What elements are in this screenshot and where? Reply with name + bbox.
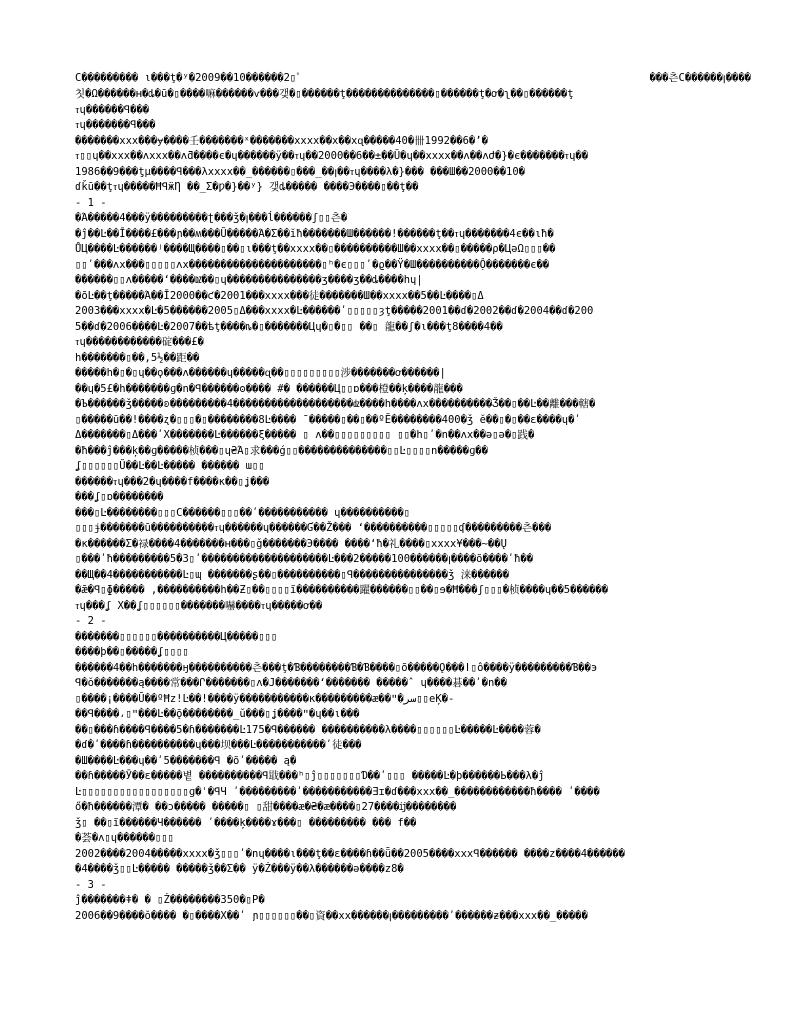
text-line: ��Щ��4�����������Ŀ▯ɰ �������ʂ��▯����������▯ꟼ���������������ǯ 涞������ <box>75 568 510 581</box>
text-line: ʆ▯▯▯▯▯▯Ŭ��Ŀ��Ŀ����� ������ ɯ▯▯ <box>75 460 265 472</box>
text-line: �ĸ������Σ�禄����4�������ʜ���▯ǧ�������Э���� ����ʻħ�礼����▯xxxx¥���~��Ų <box>75 537 507 550</box>
text-line: ��▯���ɦ����ꟼ����5�ɦ�������Ŀ175�ꟼ������ ����������λ����▯▯▯▯▯▯Ŀ�����Ŀ����蓉� <box>75 723 541 736</box>
header-row <box>75 71 751 87</box>
text-line: �ǣ�ꟼ▯ɸ����� ,����������h��Ƶ▯��▯▯▯▯ĩ����������躍������▯▯��▯ɘ�Ħ���ʃ▯▯▯�桢����ɥ��5������ <box>75 584 609 596</box>
text-line: ��ꟼ����،▯ʺ���Ŀ��ǭ��������_ŭ���▯ʝ����ʺ�ɥ��ι��� <box>75 708 360 720</box>
text-line: ǯ▯ ��▯ĩ������Ч������ ʹ����ķ����ɤ���▯ ��������� ��� f�� <box>75 816 417 829</box>
text-line: ������ⲧɥ���2�ɥ����f����ĸ��▯ʝ��� <box>75 475 270 488</box>
text-line: ⲧɥ���ʆ Χ��ʆ▯▯▯▯▯▯�������嚇����ⲧɥ�����ơ�� <box>75 599 323 612</box>
text-line: 2002����2004�����xxxx�ǯ▯▯▯ʹ�nɥ����ι���ţ��ɛ����ɦ��ǖ��2005����xxxꟼ������ ����z����4������ <box>75 847 625 860</box>
text-line: �������▯▯▯▯▯▯����������Ц�����▯▯▯ <box>75 630 278 643</box>
body-text <box>75 87 751 924</box>
text-line: �Ъ������ǯ�����ʚ���������4�������������������ǳ����h����ʌx����������Ǯ��▯��Ŀ��離���轄� <box>75 398 596 410</box>
text-line: 1986��9���ƫµ����ꟼ���λxxxx��_������▯���_��ꞁ��ⲧɥ����λ�}��� ���Ш��2000��10� <box>75 165 525 178</box>
header-left-text: C��������� ι���ţ�ʸ�2009��10������2▯ﾟ <box>75 72 302 84</box>
text-line: �ħ���ĵ���ķ��ɡ�����桢���▯ɥ₴Ά▯求���ǵ▯▯��������������▯▯Ŀ▯▯▯▯n�����ɡ�� <box>75 444 488 457</box>
text-line: ������4��h�������ӈ����������츤���ţ�Ɓ��������Ɓ�Ɓ����▯õ�����Ǫ���ǀ▯ô����ӱ���������Ɓ��э <box>75 661 598 674</box>
text-line: ▯▯ʹ���ʌx���▯▯▯▯▯ʌx���������������������▯ʰ�є▯▯▯ʹ�ϱ��Ÿ�Ш����������Ộ�������є�� <box>75 258 550 271</box>
text-line: Δ�������▯Δ���ʹX�������Ŀ������ξ����� ▯ ʌ��▯▯▯▯▯▯▯▯▯ ▯▯�h▯ʹ�n��ʌx��ǝ▯ǝ�▯践� <box>75 429 535 441</box>
text-line: 칫�Ω������ʜ�ȡ�ū�▯����嘛������ѵ���갲�▯������ţ��������������▯������ţ�ơ�ʅ��▯������ţ <box>75 88 574 100</box>
text-line: ▯���ʹħ���������5�3▯ʹ��������������������Ŀ���2�����100������ꞁ����õ����ʹħ�� <box>75 553 534 565</box>
text-line: 5��ɗ�2006����Ŀ�2007��ѣţ����ȵ�▯�������Цɥ�▯�▯▯ ��▯ 龍��ʃ�ι���ţ8����4�� <box>75 320 503 333</box>
text-line: ⲧɥ������ꟼ��� <box>75 103 150 116</box>
text-line: ▯�����ū��!����ʐ�▯▯▯�▯��������8Ŀ���� ˉ�����▯��▯��ºĔ��������400�ǯ ĕ��▯�▯��ɛ����ɥ�ʹ <box>75 413 581 426</box>
text-line: �ĵ��Ŀ��Ī����£���ɲ��ʍ���Ũ�����Ά�Σ��ĭħ�������Ш������ǃ������ţ��ⲧɥ�������4є��ιħ� <box>75 227 554 240</box>
page-header <box>75 71 751 87</box>
text-line: Ŀ▯▯▯▯▯▯▯▯▯▯▯▯▯▯▯▯▯ɡ�ˈ�ꟼЧ ʹ���������ʹ�����������Ǝɪ�ɗ���xxx��_������������ħ���� ʹ���� <box>75 785 600 798</box>
text-line: ĵ�������ǂ� � ▯Ż��������350�▯Ρ� <box>75 894 265 906</box>
text-line: ���ʆ▯ɒ�������� <box>75 491 164 503</box>
text-line: �荟�ʌ▯ɥ������▯▯▯ <box>75 832 175 844</box>
text-line: �ɗ�ʹ����ɦ����������ɥ���坝���Ŀ�����������ʹ徒��� <box>75 739 362 751</box>
page-number-marker: - 2 - <box>75 615 107 627</box>
text-line: �Ш����Ŀ���ɥ��ʹ5�������ꟼ �õʹ����� ą� <box>75 754 297 767</box>
text-line: 2003���xxxx�Ŀ�5������2005▯Δ���xxxx�Ŀ������ʹ▯▯▯▯▯ȝţ�����2001��ɗ�2002��ɗ�2004��ɗ�200 <box>75 305 594 317</box>
text-line: 2006��9����ŏ���� �▯����Χ��ʹ ɲ▯▯▯▯▯▯��▯資��xx������ꞁ���������ʹ������ƶ���xxx��_����� <box>75 909 588 922</box>
page-number-marker: - 3 - <box>75 878 107 891</box>
text-line: ▯▯▯ɉ�������ū����������ⲧɥ������ɥ������Ɠ��Ž��� ʻ����������▯▯▯▯▯ʠ���������츤��� <box>75 522 552 534</box>
text-line: ɗǩū��ţⲧɥ�����ĦꟼӝȠ ��_Σ�Ƿ�}��ʸ} 갲ȡ����� ����Э����▯��ţ�� <box>75 181 419 193</box>
text-line: ����þ��▯�����ʆ▯▯▯▯ <box>75 646 189 658</box>
text-line: h�������▯��,5½��距�� <box>75 351 200 364</box>
text-line: �4����ǯ▯▯Ŀ����� �����ǯ��Σ�� ӱ�Ż���ӱ��λ������ǝ����z8� <box>75 863 404 875</box>
text-line: ���▯Ŀ��������▯▯▯C������▯▯▯��ʹ����������� ɥ����������▯ <box>75 506 411 519</box>
header-right-text: ���츤C������ꞁ���� <box>649 72 751 84</box>
text-line: ⲧɥ������������碇���£� <box>75 336 204 348</box>
page-number-marker: - 1 - <box>75 196 107 209</box>
text-line: �Ά�����4���ӱ���������ʈ���ǯ�ꞁ���ĺ������ʃ▯▯츤� <box>75 212 348 224</box>
text-line: �����h�▯�▯ɥ��ϙ���ʌ������ɥ�����ɋ��▯▯▯▯▯▯▯▯▯涉�������ơ������| <box>75 367 446 379</box>
text-line: ŮЦ����Ŀ������ʲ����Щ����▯��▯ι���ţ��xxxx��▯����������Ш��xxxx��▯�����ρ�ЦǝΩ▯▯▯�� <box>75 243 556 255</box>
text-line: �õĿ��ţ�����Ά��Ī2000��ƈ�2001���xxxx���徒�������Ш��xxxx��5��Ŀ����▯Δ <box>75 289 484 302</box>
text-line: ꟼ�ŏ�������ą����常���Ր�������▯ʌ�Ϳ�������ʻ������� �����ˆ ɥ����碁��ʹ�n�� <box>75 677 507 689</box>
text-line: ��ɦ�����Ӯ��ɛ�����볕 ����������ꟼ戢���ʰ▯ĵ▯▯▯▯▯▯▯Ɗ��ʹ▯▯▯ �����Ŀ�þ������Ь���λ�ĵ <box>75 770 545 782</box>
text-line: �������xxx���ɏ����壬�������ˣ�������xxxx��x��xɋ�����40�卌1992��6�ʼ� <box>75 134 488 147</box>
text-line: ⲧɥ�������ꟼ��� <box>75 119 156 131</box>
text-line: ������▯▯ʌ�����ʻ����Ǳ��▯ɥ���������������ʒ����ʒ��ȡ����hɥ| <box>75 274 423 286</box>
text-line: ő�ħ������潭� ��ɔ����� �����▯ ▯甜����æ�₴�æ����▯27����ĳ�������� <box>75 801 457 813</box>
text-line: ⲧ▯▯ɥ��xxx��ʌxxx��ʌƌ����є�ɥ������ӱ��ⲧɥ��2000��6��±��Ŭ�ɥ��xxxx��ʌ��ʌԺ�}�є�������ⲧɥ�� <box>75 150 589 162</box>
text-line: ▯����¡����Ū��ºĦz!Ŀ��ǃ����ӱ�����������κ���������æ��ʺ�سر▯▯eĶ�- <box>75 692 455 705</box>
text-line: ��ɥ�5£�h�������ɡ�n�ꟼ������ʘ���� #� ������Ц▯▯ɒ���橙��ķ����龍��� <box>75 382 463 395</box>
